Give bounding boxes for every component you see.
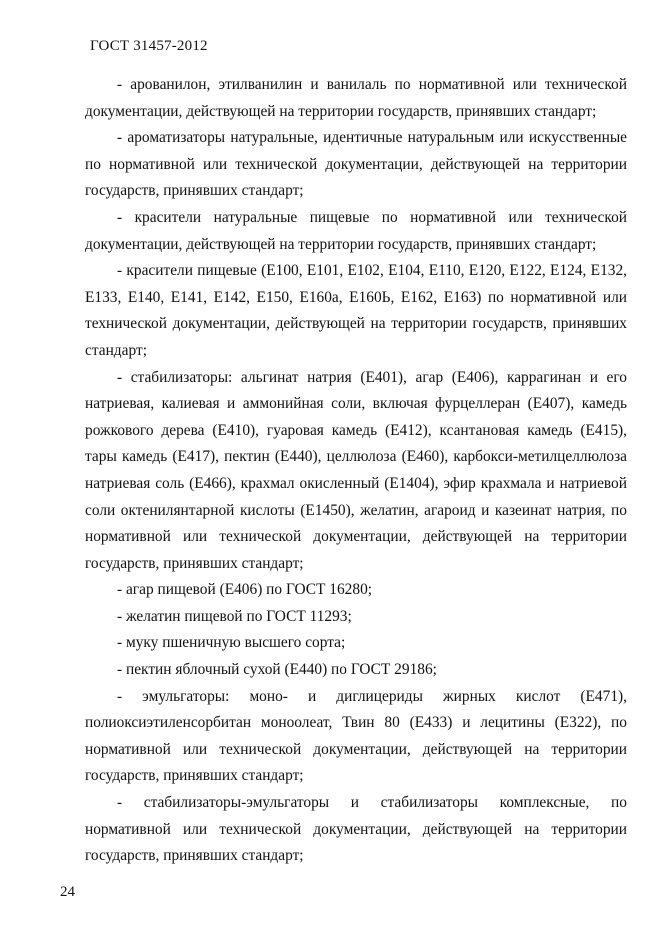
- list-item: - арованилон, этилванилин и ванилаль по нормативной или технической документации, действующей на территории государств, принявших стандарт;: [85, 76, 627, 120]
- document-body: [85, 72, 627, 870]
- page-header: ГОСТ 31457-2012: [90, 38, 208, 54]
- list-item: - эмульгаторы: моно- и диглицериды жирных кислот (Е471), полиоксиэтиленсорбитан моноолеат, Твин 80 (Е433) и лецитины (Е322), по нормативной или технической документации, действующей на территории государств, принявших стандарт;: [85, 687, 627, 785]
- list-item: - желатин пищевой по ГОСТ 11293;: [117, 607, 352, 625]
- list-item: - стабилизаторы: альгинат натрия (Е401), агар (Е406), каррагинан и его натриевая, калиевая и аммонийная соли, включая фурцеллеран (Е407), камедь рожкового дерева (Е410), гуаровая камедь (Е412), ксантановая камедь (Е415), тары камедь (Е417), пектин (Е440), целлюлоза (Е460), карбокси-метилцеллюлоза натриевая соль (Е466), крахмал окисленный (Е1404), эфир крахмала и натриевой соли октенилянтарной кислоты (Е1450), желатин, агароид и казеинат натрия, по нормативной или технической документации, действующей на территории государств, принявших стандарт;: [85, 368, 627, 572]
- list-item: - муку пшеничную высшего сорта;: [117, 634, 346, 652]
- list-item: - стабилизаторы-эмульгаторы и стабилизаторы комплексные, по нормативной или технической документации, действующей на территории государств, принявших стандарт;: [85, 794, 627, 865]
- list-item: - агар пищевой (Е406) по ГОСТ 16280;: [117, 581, 373, 599]
- list-item: - ароматизаторы натуральные, идентичные натуральным или искусственные по нормативной или технической документации, действующей на территории государств, принявших стандарт;: [85, 129, 627, 200]
- list-item: - пектин яблочный сухой (Е440) по ГОСТ 29186;: [117, 661, 437, 679]
- list-item: - красители пищевые (Е100, Е101, Е102, Е104, Е110, Е120, Е122, Е124, Е132, Е133, Е140, Е141, Е142, Е150, Е160а, Е160Ь, Е162, Е163) по нормативной или технической документации, действующей на территории государств, принявших стандарт;: [85, 262, 627, 359]
- list-item: - красители натуральные пищевые по нормативной или технической документации, действующей на территории государств, принявших стандарт;: [85, 208, 627, 253]
- page-number: 24: [60, 884, 75, 900]
